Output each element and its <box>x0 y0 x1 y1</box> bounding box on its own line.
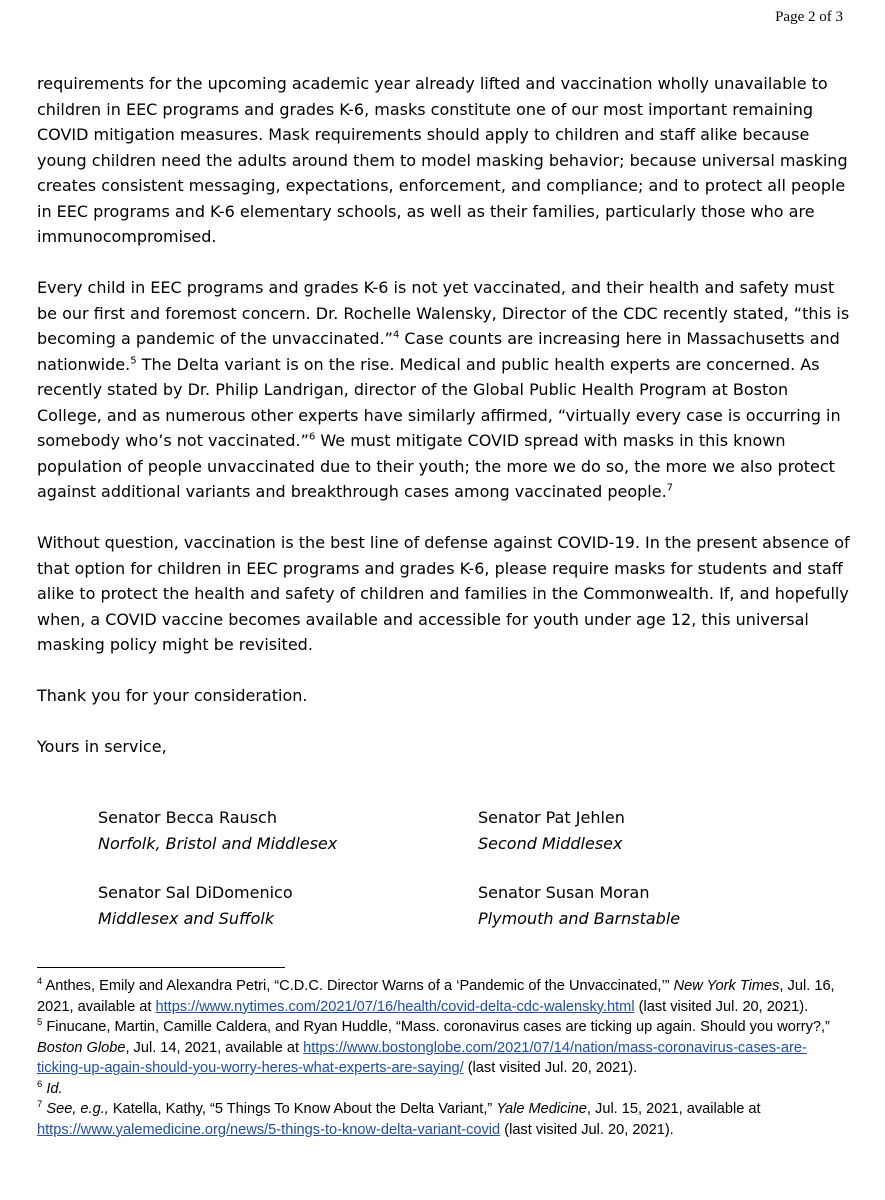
signatory-name: Senator Becca Rausch <box>98 808 277 827</box>
footnote-5 <box>37 1017 849 1079</box>
footnote-text: (last visited Jul. 20, 2021). <box>463 1060 638 1076</box>
closing-line: Yours in service, <box>37 737 167 756</box>
footnote-text: Katella, Kathy, “5 Things To Know About the Delta Variant,” <box>108 1101 497 1117</box>
signature-block <box>98 805 858 955</box>
footnote-text: , Jul. 15, 2021, available at <box>586 1101 761 1117</box>
footnote-number: 4 <box>37 976 43 988</box>
footnote-text: Finucane, Martin, Camille Caldera, and Ryan Huddle, “Mass. coronavirus cases are ticking up again. Should you worry?,” <box>42 1019 830 1035</box>
signatory <box>98 880 478 931</box>
signature-row <box>98 880 858 931</box>
letter-body <box>37 71 857 785</box>
footnote-ref-7[interactable]: 7 <box>666 482 674 494</box>
footnote-link[interactable]: https://www.yalemedicine.org/news/5-things-to-know-delta-variant-covid <box>37 1121 501 1138</box>
footnote-6 <box>37 1079 849 1100</box>
signatory-name: Senator Susan Moran <box>478 883 650 902</box>
signatory-name: Senator Pat Jehlen <box>478 808 625 827</box>
signatory-name: Senator Sal DiDomenico <box>98 883 293 902</box>
paragraph-2-text: The Delta variant is on the rise. Medical and public health experts are concerned. As recently stated by Dr. Philip Landrigan, director of the Global Public Health Program at Boston College, and as numerous other experts have similarly affirmed, “virtually every case is occurring in somebody who’s not vaccinated.” <box>37 354 841 450</box>
footnote-link[interactable]: https://www.bostonglobe.com/2021/07/14/nation/mass-coronavirus-cases-are-ticking-up-again-should-you-worry-heres-what-experts-are-saying/ <box>37 1039 807 1076</box>
footnote-number: 5 <box>37 1017 43 1029</box>
signatory-district: Second Middlesex <box>478 833 623 853</box>
footnote-text: (last visited Jul. 20, 2021). <box>500 1121 674 1138</box>
paragraph-2-text: Every child in EEC programs and grades K-6 is not yet vaccinated, and their health and safety must be our first and foremost concern. Dr. Rochelle Walensky, Director of the CDC recently stated, “this is becoming a pandemic of the unvaccinated.” <box>37 278 850 348</box>
footnote-text: Anthes, Emily and Alexandra Petri, “C.D.C. Director Warns of a ‘Pandemic of the Unvaccinated,’” <box>42 978 674 994</box>
footnote-text: , Jul. 16, 2021, available at <box>37 978 835 1015</box>
paragraph-2-text: Case counts are increasing here in Massachusetts and nationwide. <box>37 329 840 374</box>
footnote-divider <box>37 967 285 968</box>
footnote-4 <box>37 976 849 1017</box>
signature-row <box>98 805 858 856</box>
footnote-ref-4[interactable]: 4 <box>392 329 400 341</box>
publication-name: New York Times <box>673 978 780 994</box>
footnote-ref-5[interactable]: 5 <box>130 355 137 367</box>
footnote-text: Id. <box>42 1080 63 1097</box>
footnotes <box>37 976 849 1140</box>
paragraph-3: Without question, vaccination is the best line of defense against COVID-19. In the present absence of that option for children in EEC programs and grades K-6, please require masks for students and staff alike to protect the health and safety of children and families in the Commonwealth. If, and hopefully when, a COVID vaccine becomes available and accessible for youth under age 12, this universal masking policy might be revisited. <box>37 533 850 654</box>
publication-name: Yale Medicine <box>496 1101 587 1117</box>
footnote-signal: See, e.g., <box>42 1101 109 1117</box>
footnote-text: (last visited Jul. 20, 2021). <box>634 998 809 1015</box>
paragraph-2 <box>37 275 857 505</box>
signatory-district: Plymouth and Barnstable <box>478 908 681 928</box>
signatory <box>478 880 858 931</box>
thanks-line: Thank you for your consideration. <box>37 686 308 705</box>
publication-name: Boston Globe <box>37 1039 126 1056</box>
signatory <box>478 805 858 856</box>
footnote-text: , Jul. 14, 2021, available at <box>125 1039 304 1056</box>
signatory-district: Norfolk, Bristol and Middlesex <box>98 833 338 853</box>
footnote-number: 7 <box>37 1099 43 1111</box>
footnote-ref-6[interactable]: 6 <box>308 431 316 443</box>
footnote-number: 6 <box>37 1078 43 1090</box>
signatory-district: Middlesex and Suffolk <box>98 908 275 928</box>
page-number: Page 2 of 3 <box>775 9 843 25</box>
paragraph-1: requirements for the upcoming academic year already lifted and vaccination wholly unavailable to children in EEC programs and grades K-6, masks constitute one of our most important remaining COVID mitigation measures. Mask requirements should apply to children and staff alike because young children need the adults around them to model masking behavior; because universal masking creates consistent messaging, expectations, enforcement, and compliance; and to protect all people in EEC programs and K-6 elementary schools, as well as their families, particularly those who are immunocompromised. <box>37 74 848 246</box>
footnote-link[interactable]: https://www.nytimes.com/2021/07/16/health/covid-delta-cdc-walensky.html <box>155 998 635 1015</box>
footnote-7 <box>37 1099 849 1140</box>
signatory <box>98 805 478 856</box>
paragraph-2-text: We must mitigate COVID spread with masks in this known population of people unvaccinated due to their youth; the more we do so, the more we also protect against additional variants and breakthrough cases among vaccinated people. <box>37 431 835 501</box>
